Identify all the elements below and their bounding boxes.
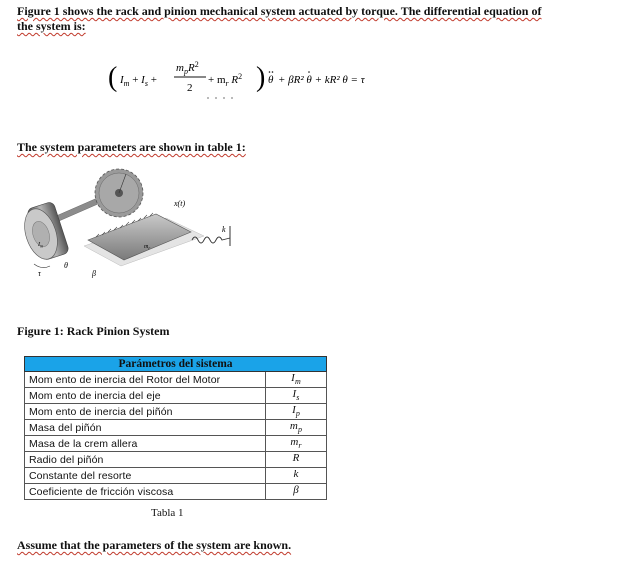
table-row (25, 484, 327, 500)
eq-frac-numerator: $m_pR^2$ (176, 60, 199, 76)
param-symbol-main: I (291, 372, 295, 385)
motor-rotor (19, 201, 70, 263)
figure-caption: Figure 1: Rack Pinion System (17, 324, 170, 338)
param-description: Mom ento de inercia del eje (25, 388, 266, 404)
rack-pinion-figure (16, 168, 266, 288)
param-description: Masa del piñón (25, 420, 266, 436)
param-symbol-main: m (289, 420, 298, 433)
param-symbol-sub: s (296, 393, 300, 403)
assume-paragraph: Assume that the parameters of the system are known. (17, 538, 292, 552)
param-symbol (266, 436, 327, 452)
param-symbol (266, 404, 327, 420)
param-description: Constante del resorte (25, 468, 266, 484)
param-symbol-main: I (292, 404, 296, 417)
eq-close-paren: ) (256, 62, 266, 93)
parameters-table (24, 356, 327, 500)
param-symbol (266, 468, 327, 484)
param-symbol (266, 420, 327, 436)
label-k: k (222, 225, 226, 234)
table-row (25, 372, 327, 388)
table-row (25, 420, 327, 436)
intro-line-1: Figure 1 shows the rack and pinion mechanical system actuated by torque. The differential equation of (17, 4, 542, 18)
param-symbol-main: m (290, 436, 299, 449)
label-tau: τ (38, 269, 41, 278)
eq-rest: + βR² θ + kR² θ = τ (278, 74, 365, 86)
eq-theta-ddot: θ (268, 74, 274, 86)
intro-paragraph (17, 4, 612, 34)
torque-arrow (34, 264, 50, 268)
table-row (25, 468, 327, 484)
param-description: Coeficiente de fricción viscosa (25, 484, 266, 500)
table-row (25, 388, 327, 404)
param-description: Mom ento de inercia del Rotor del Motor (25, 372, 266, 388)
param-symbol (266, 484, 327, 500)
param-symbol-main: I (292, 388, 297, 401)
param-description: Mom ento de inercia del piñón (25, 404, 266, 420)
table-header: Parámetros del sistema (25, 357, 327, 372)
pinion-gear (95, 169, 143, 217)
eq-im: $I_m + I_s$ + (120, 74, 157, 88)
param-symbol-main: k (293, 468, 299, 481)
param-symbol-main: β (293, 484, 299, 497)
param-symbol-sub: p (295, 409, 300, 419)
params-intro: The system parameters are shown in table 1: (17, 140, 246, 154)
label-beta: β (92, 269, 96, 278)
label-xt: x(t) (174, 199, 186, 208)
param-description: Masa de la crem allera (25, 436, 266, 452)
param-symbol-main: R (292, 452, 300, 465)
table-row (25, 452, 327, 468)
param-description: Radio del piñón (25, 452, 266, 468)
eq-open-paren: ( (108, 62, 118, 93)
param-symbol-sub: m (294, 377, 301, 387)
table-caption: Tabla 1 (151, 507, 184, 519)
param-symbol-sub: r (298, 441, 302, 451)
param-symbol-sub: p (297, 425, 303, 435)
label-mr: $m_r$ (144, 244, 151, 251)
table-row (25, 436, 327, 452)
label-theta: θ (64, 261, 68, 270)
param-symbol (266, 452, 327, 468)
param-symbol (266, 388, 327, 404)
param-symbol (266, 372, 327, 388)
eq-frac-denominator: 2 (187, 82, 193, 94)
label-im: $I_m$ (38, 242, 44, 249)
table-row (25, 404, 327, 420)
intro-line-2: the system is: (17, 19, 86, 33)
differential-equation (108, 56, 408, 100)
eq-mr-term: + $m_r$ $R^2$ (208, 72, 243, 88)
